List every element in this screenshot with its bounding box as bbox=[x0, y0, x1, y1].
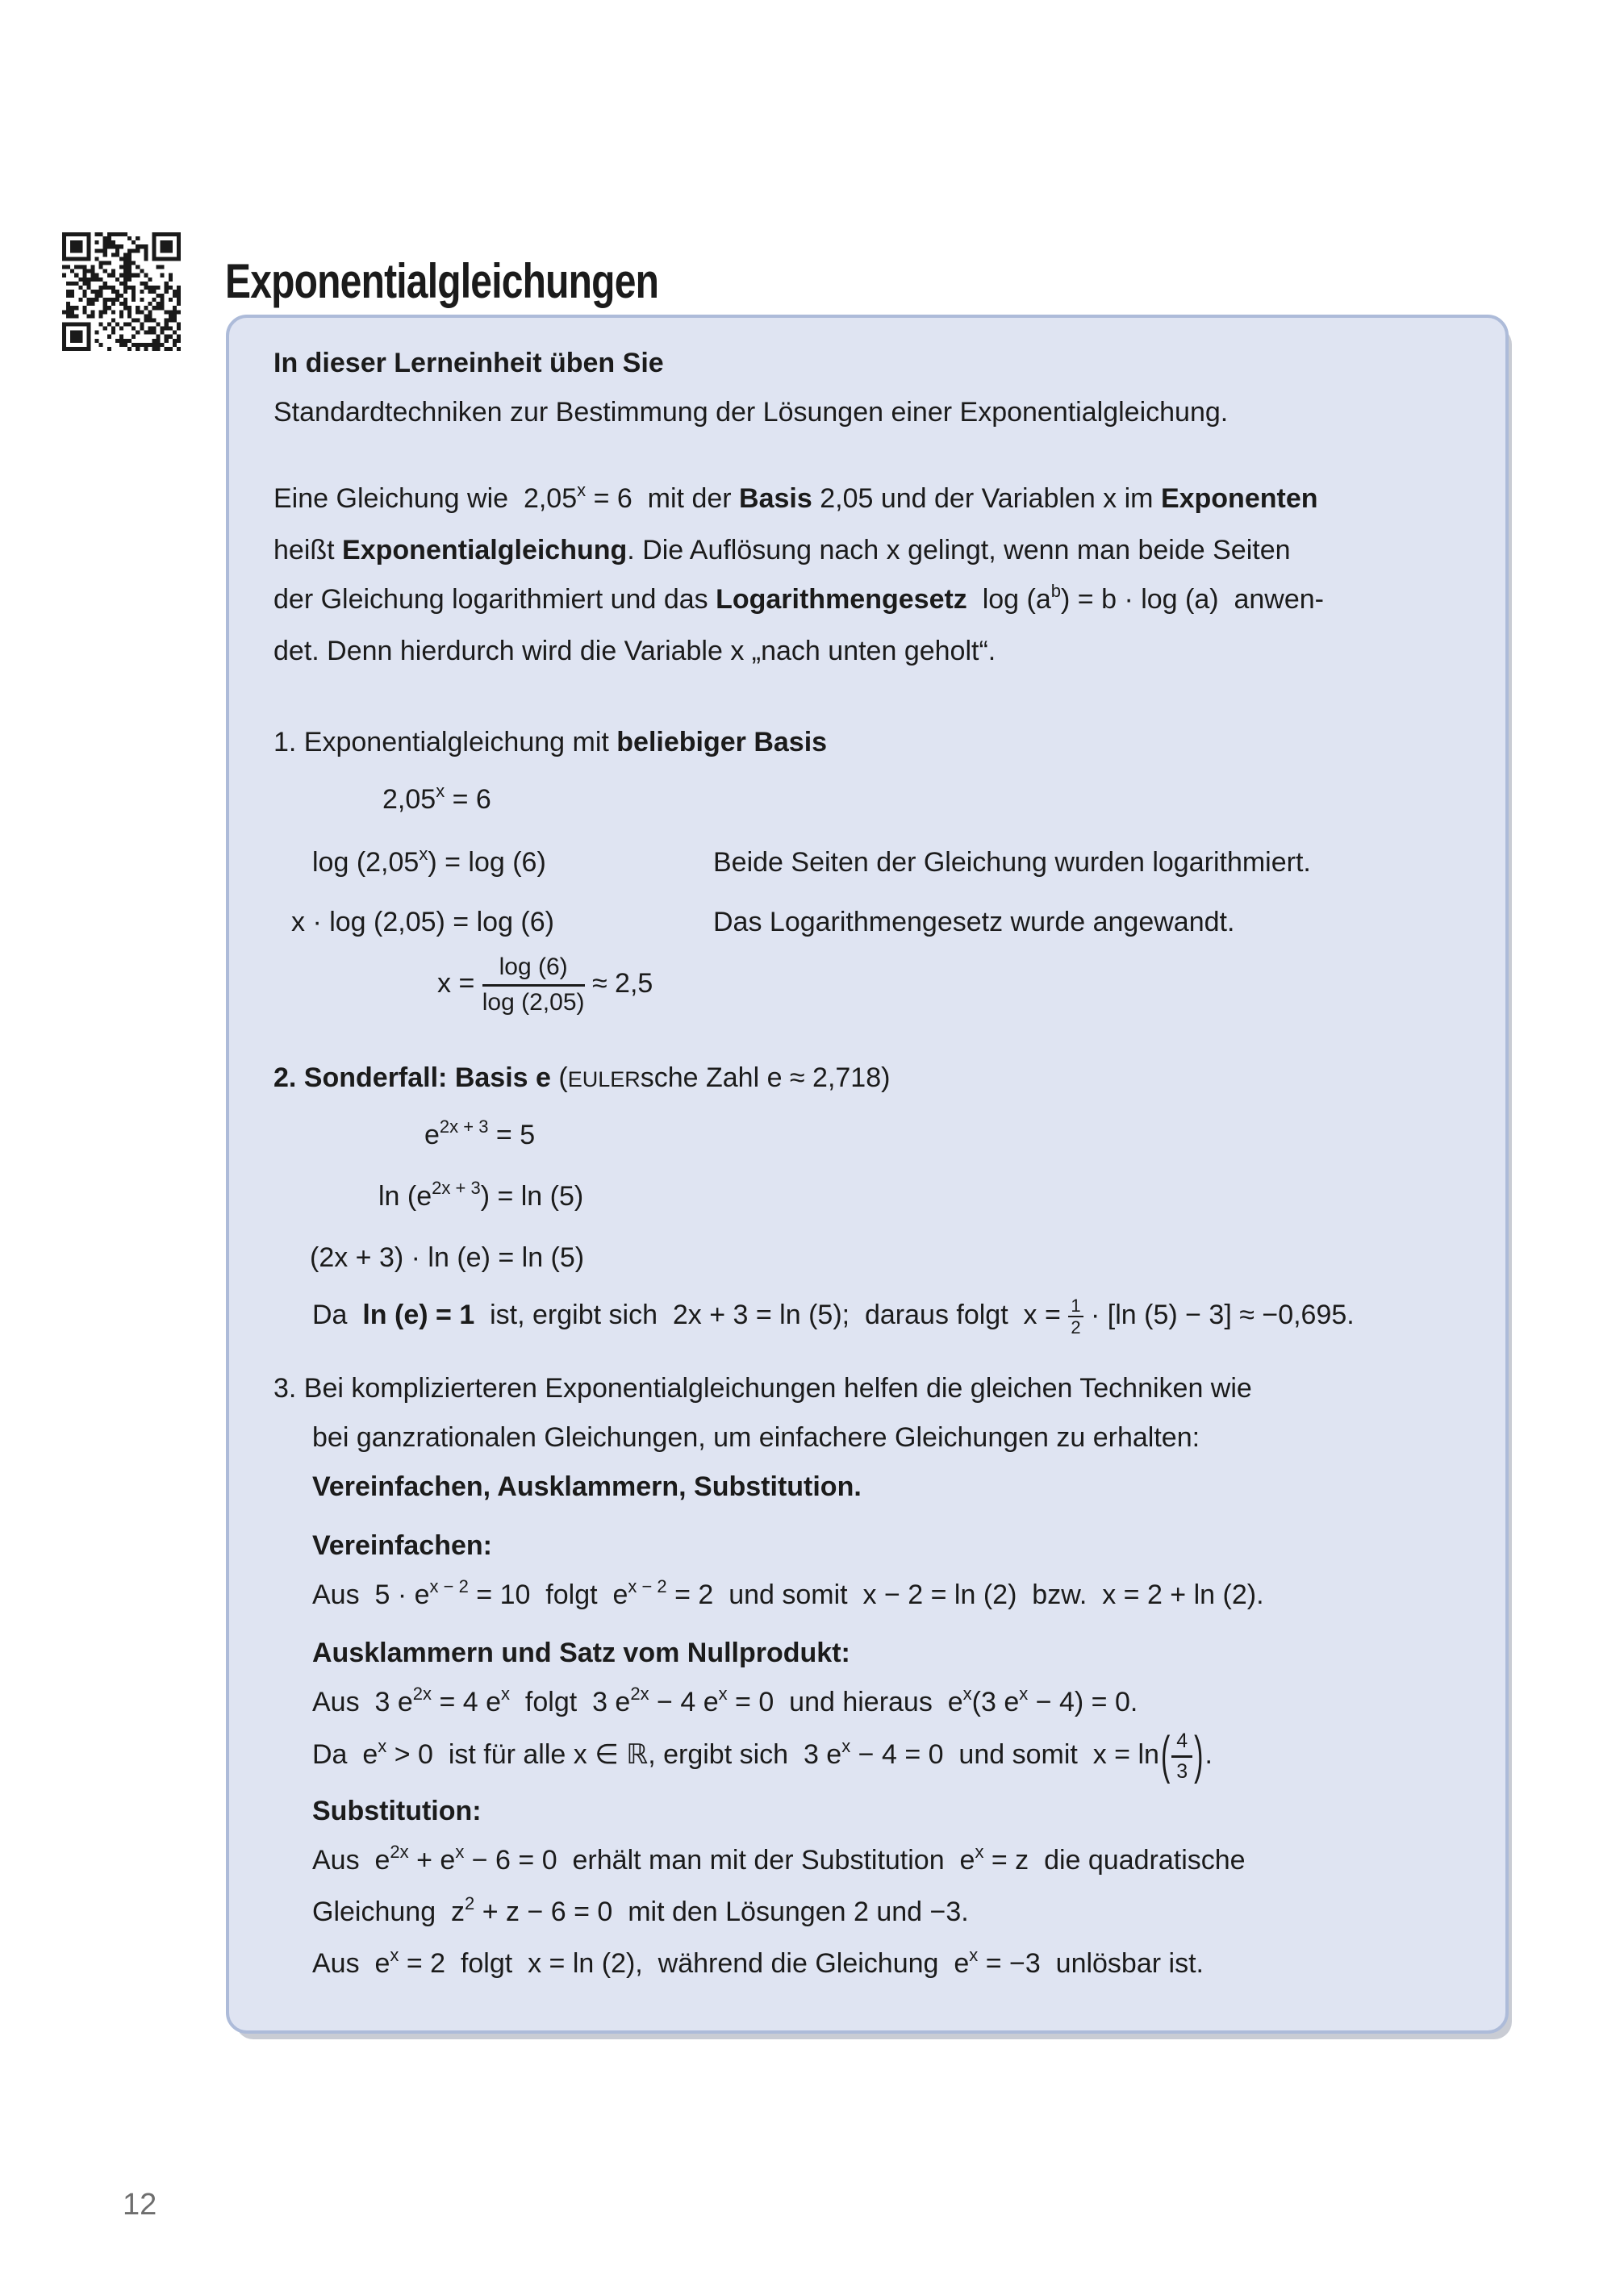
section-2-heading: 2. Sonderfall: Basis e (EULERsche Zahl e ≈ 2,718) bbox=[273, 1062, 891, 1093]
equation-line: Aus $5 \cdot e^{x - 2} = 10$ folgt $e^{x - 2} = 2$ und somit x − 2 = ln (2) bzw. x = 2 + ln (2). bbox=[312, 1576, 1264, 1610]
equation-line: (2x + 3) · ln (e) = ln (5) bbox=[310, 1242, 585, 1273]
label-substitution: Substitution: bbox=[312, 1795, 482, 1826]
box-intro-heading: In dieser Lerneinheit üben Sie bbox=[273, 348, 664, 378]
equation-line: Aus $e^{2x} + e^x - 6 = 0$ erhält man mit der Substitution $e^x = z$ die quadratische bbox=[312, 1841, 1246, 1876]
page-number: 12 bbox=[123, 2188, 157, 2222]
section-1-heading: 1. Exponentialgleichung mit beliebiger Basis bbox=[273, 727, 828, 757]
lesson-box bbox=[226, 315, 1509, 2034]
intro-paragraph-line: det. Denn hierdurch wird die Variable x „nach unten geholt“. bbox=[273, 636, 996, 666]
section-3-text: bei ganzrationalen Gleichungen, um einfachere Gleichungen zu erhalten: bbox=[312, 1422, 1200, 1453]
box-intro-text: Standardtechniken zur Bestimmung der Lösungen einer Exponentialgleichung. bbox=[273, 397, 1229, 428]
equation-with-note: x · log (2,05) = log (6) Das Logarithmengesetz wurde angewandt. bbox=[273, 898, 1461, 947]
equation-note: Beide Seiten der Gleichung wurden logarithmiert. bbox=[713, 847, 1311, 878]
qr-code-icon bbox=[62, 232, 181, 351]
intro-paragraph-line: der Gleichung logarithmiert und das Logarithmengesetz $\log (a^b) = b \cdot \log (a)$ anwen- bbox=[273, 581, 1324, 615]
section-3-text: Vereinfachen, Ausklammern, Substitution. bbox=[312, 1471, 862, 1502]
label-vereinfachen: Vereinfachen: bbox=[312, 1530, 492, 1561]
equation-line: Aus $e^x = 2$ folgt x = ln (2), während die Gleichung $e^x = -3$ unlösbar ist. bbox=[312, 1944, 1204, 1979]
equation-line: Aus 3 $e^{2x} = 4$ $e^x$ folgt 3 $e^{2x} - 4$ $e^x = 0$ und hieraus $e^x(3$ $e^x - 4) = 0$. bbox=[312, 1684, 1138, 1717]
section-3-heading: 3. Bei komplizierteren Exponentialgleichungen helfen die gleichen Techniken wie bbox=[273, 1373, 1252, 1404]
equation-line: Gleichung $z^2 + z - 6 = 0$ mit den Lösungen 2 und −3. bbox=[312, 1892, 969, 1927]
intro-paragraph-line: Eine Gleichung wie $2,05^x = 6$ mit der Basis 2,05 und der Variablen x im Exponenten bbox=[273, 480, 1318, 514]
equation-line: x = $\frac{\log (6)}{\log (2,05)}$ ≈ 2,5 bbox=[437, 954, 653, 1016]
page-title: Exponentialgleichungen bbox=[225, 254, 659, 309]
equation-line: $\ln (e^{2x + 3}) = \ln (5)$ bbox=[378, 1178, 584, 1212]
equation-line: Da ln (e) = 1 ist, ergibt sich 2x + 3 = ln (5); daraus folgt x = $\frac{1}{2}$ · [ln (5) − 3] ≈ −0,695. bbox=[312, 1295, 1355, 1338]
equation-with-note: $\log (2,05^x) = \log (6)$ Beide Seiten der Gleichung wurden logarithmiert. bbox=[273, 838, 1461, 890]
label-ausklammern: Ausklammern und Satz vom Nullprodukt: bbox=[312, 1638, 850, 1668]
equation-line: $e^{2x + 3} = 5$ bbox=[424, 1116, 536, 1150]
equation-line: $2,05^x = 6$ bbox=[382, 781, 491, 815]
equation-line: Da $e^x > 0$ ist für alle x ∈ ℝ, ergibt sich 3 $e^x - 4 = 0$ und somit x = ln ( $\frac{4}{3}$ ) . bbox=[312, 1726, 1213, 1785]
intro-paragraph-line: heißt Exponentialgleichung. Die Auflösung nach x gelingt, wenn man beide Seiten bbox=[273, 535, 1291, 565]
equation-note: Das Logarithmengesetz wurde angewandt. bbox=[713, 907, 1235, 937]
